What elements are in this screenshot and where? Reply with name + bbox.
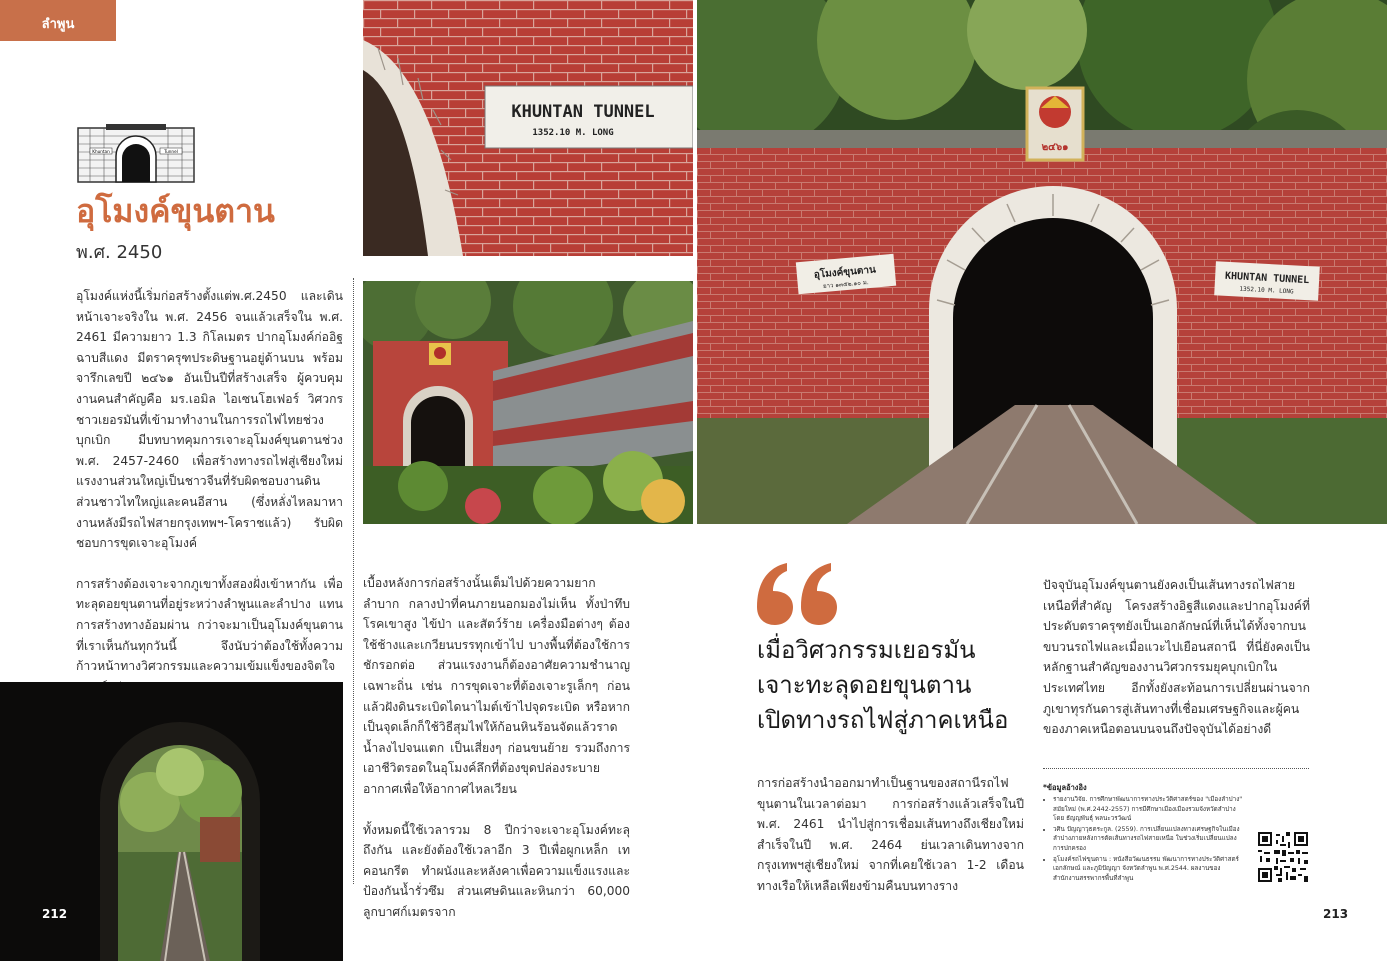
quote-mark-icon [757, 563, 839, 625]
sketch-sign-right: Tunnel [164, 148, 178, 154]
body-column-1 [76, 286, 343, 697]
section-tag: ลำพูน [0, 0, 116, 41]
body-column-4 [1043, 575, 1310, 740]
sign-text-main: KHUNTAN TUNNEL [511, 102, 655, 122]
pull-quote-line: เจาะทะลุดอยขุนตาน [757, 671, 972, 699]
pull-quote [757, 633, 1008, 738]
crest-year: ๒๔๖๑ [1041, 142, 1069, 153]
body-column-3 [757, 773, 1024, 897]
pull-quote-line: เปิดทางรถไฟสู่ภาคเหนือ [757, 706, 1009, 734]
qr-code[interactable] [1258, 832, 1308, 882]
paragraph: ปัจจุบันอุโมงค์ขุนตานยังคงเป็นเส้นทางรถไฟสายเหนือที่สำคัญ โครงสร้างอิฐสีแดงและปากอุโมงค์ที่ประดับตราครุฑยังเป็นเอกลักษณ์ที่เห็นได้ทั้งจากบนขบวนรถไฟและเมื่อแวะไปเยือนสถานี ที่นี่ยังคงเป็นหลักฐานสำคัญของงานวิศวกรรมยุคบุกเบิกในประเทศไทย อีกทั้งยังสะท้อนการเปลี่ยนผ่านจากภูเขาทุรกันดารสู่เส้นทางที่เชื่อมเศรษฐกิจและผู้คนของภาคเหนือตอนบนจนถึงปัจจุบันได้อย่างดี [1043, 578, 1310, 737]
paragraph: การสร้างต้องเจาะจากภูเขาทั้งสองฝั่งเข้าหากัน เพื่อทะลุดอยขุนตานที่อยู่ระหว่างลำพูนและลำปาง แทนการสร้างทางอ้อมผ่าน กว่าจะมาเป็นอุโมงค์ขุนตานที่เราเห็นกันทุกวันนี้ จึงนับว่าต้องใช้ทั้งความก้าวหน้าทางวิศวกรรมและความเข้มแข็งของจิตใจ [76, 576, 343, 674]
references-divider [1043, 768, 1309, 769]
reference-item: • วศิน ปัญญาวุธตระกูล. (2559). การเปลี่ยนแปลงทางเศรษฐกิจในเมืองลำปางภายหลังการตัดเส้นทางรถไฟสายเหนือ ในช่วงเริ่มเปลี่ยนแปลงการปกครอง [1053, 825, 1243, 854]
page-number-left: 212 [42, 907, 68, 921]
paragraph: ทั้งหมดนี้ใช้เวลารวม 8 ปีกว่าจะเจาะอุโมงค์ทะลุถึงกัน และยังต้องใช้เวลาอีก 3 ปีเพื่อผูกเหล็ก เทคอนกรีต ทำผนังและหลังคาเพื่อความแข็งแรงและป้องกันน้ำรั่วซึม ส่วนเศษดินและหินกว่า 60,000 ลูกบาศก์เมตรจาก [363, 822, 630, 919]
sign-thai-length: ยาว ๑๓๕๒.๑๐ ม. [822, 279, 869, 291]
tunnel-sign-photo [363, 0, 693, 256]
tunnel-portal-photo [697, 0, 1387, 524]
reference-item: • อุโมงค์รถไฟขุนตาน : หนังสือวัฒนธรรม พัฒนาการทางประวัติศาสตร์ เอกลักษณ์ และภูมิปัญญา จังหวัดลำพูน พ.ศ.2544. ผลงานของ สำนักงานสรรพากรพื้นที่ลำพูน [1053, 855, 1243, 884]
article-subtitle: พ.ศ. 2450 [76, 242, 163, 263]
tunnel-train-photo [363, 281, 693, 524]
reference-item: • รายงานวิจัย. การศึกษาพัฒนาการทางประวัติศาสตร์ของ "เมืองลำปาง" สมัยใหม่ (พ.ศ.2442-2557) การมีศึกษาเมืองเมืองรวมจังหวัดลำปาง โดย ธัญญพันธุ์ พลนะวรวัฒน์ [1053, 795, 1243, 824]
sketch-sign-left: Khuntan [92, 148, 110, 154]
sign-text-length: 1352.10 M. LONG [532, 128, 614, 138]
paragraph: การก่อสร้างนำออกมาทำเป็นฐานของสถานีรถไฟขุนตานในเวลาต่อมา การก่อสร้างแล้วเสร็จในปี พ.ศ. 2461 นำไปสู่การเชื่อมเส้นทางถึงเชียงใหม่สำเร็จในปี พ.ศ. 2464 ย่นเวลาเดินทางจากกรุงเทพฯสู่เชียงใหม่ จากที่เคยใช้เวลา 1-2 เดือนทางเรือให้เหลือเพียงข้ามคืนบนทางราง [757, 776, 1024, 893]
sign-english-length: 1352.10 M. LONG [1239, 285, 1294, 296]
paragraph: อุโมงค์แห่งนี้เริ่มก่อสร้างตั้งแต่พ.ศ.2450 และเดินหน้าเจาะจริงใน พ.ศ. 2456 จนแล้วเสร็จใน พ.ศ. 2461 มีความยาว 1.3 กิโลเมตร ปากอุโมงค์ก่ออิฐฉาบสีแดง มีตราครุฑประดิษฐานอยู่ด้านบน พร้อมจารึกเลขปี ๒๔๖๑ อันเป็นปีที่สร้างเสร็จ ผู้ควบคุมงานคนสำคัญคือ มร.เอมิล ไอเซนโฮเฟอร์ วิศวกรชาวเยอรมันที่เข้ามาทำงานในการรถไฟไทยช่วงบุกเบิก มีบทบาทคุมการเจาะอุโมงค์ขุนตานช่วง พ.ศ. 2457-2460 เพื่อสร้างทางรถไฟสู่เชียงใหม่ แรงงานส่วนใหญ่เป็นชาวจีนที่รับผิดชอบงานดิน ส่วนชาวไทใหญ่และคนอีสาน (ซึ่งหลั่งไหลมาหางานหลังมีรถไฟสายกรุงเทพฯ-โคราชแล้ว) รับผิดชอบการขุดเจาะอุโมงค์ [76, 289, 343, 551]
article-title: อุโมงค์ขุนตาน [76, 192, 275, 230]
references-title: *ข้อมูลอ้างอิง [1043, 783, 1087, 792]
paragraph: เบื้องหลังการก่อสร้างนั้นเต็มไปด้วยความยากลำบาก กลางป่าที่คนภายนอกมองไม่เห็น ทั้งป่าทึบ โรคเขาสูง ไข้ป่า และสัตว์ร้าย เครื่องมือต่างๆ ต้องใช้ช้างและเกวียนบรรทุกเข้าไป บางพื้นที่ต้องใช้การชักรอกต่อ ส่วนแรงงานก็ต้องอาศัยความชำนาญเฉพาะถิ่น เช่น การขุดเจาะที่ต้องเจาะรูเล็กๆ ก่อน แล้วฝังดินระเบิดไดนาไมต์เข้าไปจุดระเบิด หรือหากเป็นจุดเล็กก็ใช้วิธีสุมไฟให้ก้อนหินร้อนจัดแล้วราดน้ำลงไปจนแตก เป็นเสี่ยงๆ ก่อนขนย้าย รวมถึงการเอาชีวิตรอดในอุโมงค์ลึกที่ต้องขุดปล่องระบายอากาศเพื่อให้อากาศไหลเวียน [363, 576, 630, 796]
pull-quote-line: เมื่อวิศวกรรมเยอรมัน [757, 636, 976, 664]
body-column-2 [363, 573, 630, 923]
references-list [1043, 795, 1243, 884]
tunnel-sketch [76, 124, 196, 184]
page-number-right: 213 [1323, 907, 1349, 921]
column-divider [353, 278, 354, 884]
sign-english-name: KHUNTAN TUNNEL [1224, 270, 1310, 287]
sign-thai-name: อุโมงค์ขุนตาน [813, 264, 877, 281]
